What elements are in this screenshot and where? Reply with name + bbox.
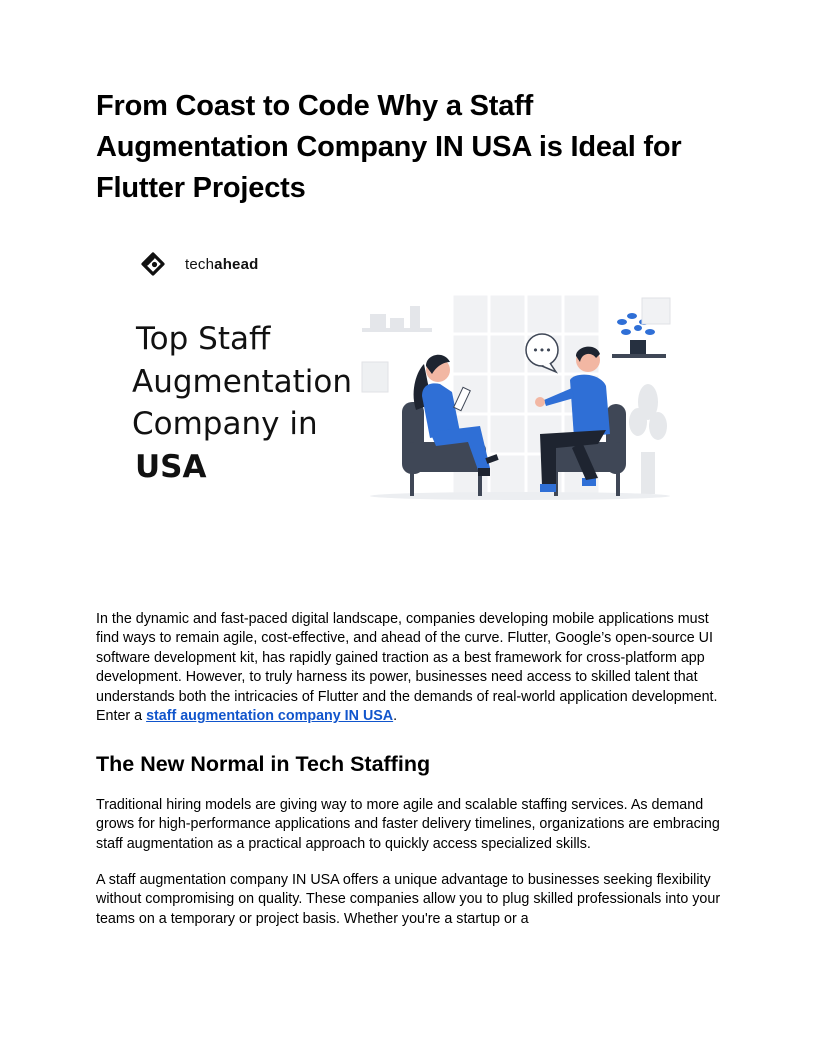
floor-plant — [629, 384, 667, 494]
banner-heading-line-1: Top Staff — [136, 321, 271, 357]
intro-paragraph: In the dynamic and fast-paced digital landscape, companies developing mobile applications must find ways to remain agile, cost-effective, and ahead of the curve. Flutter, Google’s open-source UI software development kit, has rapidly gained traction as a best framework for cross-platform app development. However, to truly harness its power, businesses need access to skilled talent that understands both the intricacies of Flutter and the demands of real-world application development. Enter a staff augmentation company IN USA. — [96, 611, 718, 725]
techahead-logo — [139, 252, 259, 276]
banner-heading-line-3: Company in — [132, 406, 318, 442]
page-title: From Coast to Code Why a Staff Augmentation Company IN USA is Ideal for Flutter Projects — [96, 90, 682, 204]
plant-shelf — [612, 298, 670, 358]
banner-heading-line-4: USA — [135, 448, 207, 485]
speech-bubble-dots: ••• — [532, 344, 552, 357]
staff-augmentation-link[interactable]: staff augmentation company IN USA — [146, 708, 394, 725]
banner-heading — [132, 318, 362, 488]
banner-heading-line-2: Augmentation — [132, 363, 352, 400]
staffing-paragraph: Traditional hiring models are giving way to more agile and scalable staffing services. As demand grows for high-performance applications and faster delivery timelines, organizations are embracing staff augmentation as a practical approach to quickly access specialized skills. — [96, 797, 720, 852]
section-heading: The New Normal in Tech Staffing — [96, 752, 431, 776]
interview-illustration — [360, 292, 680, 502]
floor-shadow — [370, 492, 670, 500]
techahead-logo-icon — [139, 252, 167, 276]
hero-banner-image — [96, 236, 720, 526]
logo-wordmark: techahead — [185, 255, 259, 273]
advantage-paragraph: A staff augmentation company IN USA offers a unique advantage to businesses seeking flexibility without compromising on quality. These companies allow you to plug skilled professionals into your teams on a temporary or project basis. Whether you're a startup or a — [96, 872, 721, 927]
